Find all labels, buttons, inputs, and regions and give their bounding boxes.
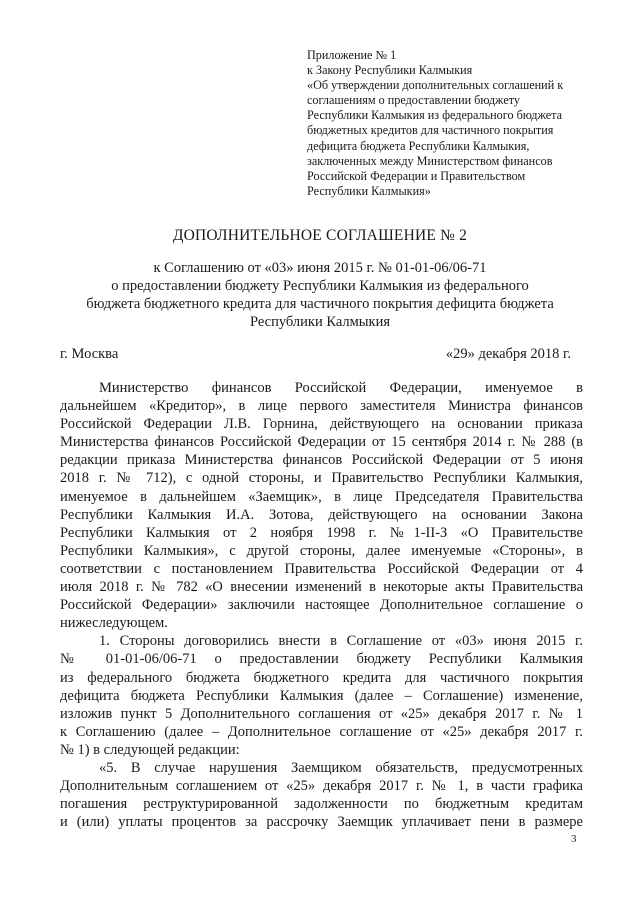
text-line: именуемое в дальнейшем «Заемщик», в лице Председателя Правительства: [60, 488, 583, 505]
text-line: редакции приказа Министерства финансов Российской Федерации от 5 июня: [60, 452, 583, 469]
text-line: 1. Стороны договорились внести в Соглашение от «03» июня 2015 г.: [99, 633, 583, 650]
text-line: Дополнительным соглашением от «25» декабря 2017 г. № 1, в части графика: [60, 778, 583, 795]
subtitle-line: к Соглашению от «03» июня 2015 г. № 01-01-06/06-71: [153, 260, 487, 276]
text-line: Министерства финансов Российской Федерации от 15 сентября 2014 г. № 288 (в: [60, 434, 583, 451]
document-title: ДОПОЛНИТЕЛЬНОЕ СОГЛАШЕНИЕ № 2: [172, 227, 468, 244]
place-date-row: [60, 346, 571, 363]
text-line: № 1) в следующей редакции:: [60, 741, 240, 758]
subtitle-line: бюджета бюджетного кредита для частичного покрытия дефицита бюджета: [86, 296, 554, 312]
page-number: 3: [571, 833, 577, 845]
text-line: из федерального бюджета бюджетного кредита для частичного покрытия: [60, 669, 583, 686]
text-line: Республики Калмыкия от 2 ноября 1998 г. №1-II-З «О Правительстве: [60, 524, 583, 541]
subtitle-line: о предоставлении бюджету Республики Калмыкия из федерального: [111, 278, 529, 294]
text-line: дальнейшем «Кредитор», в лице первого заместителя Министра финансов: [60, 398, 583, 415]
subtitle-line: Республики Калмыкия: [249, 314, 391, 330]
text-line: «5. В случае нарушения Заемщиком обязательств, предусмотренных: [99, 759, 583, 776]
text-line: 2018 г. № 712), с одной стороны, и Правительство Республики Калмыкия,: [60, 470, 583, 487]
text-line: Российской Федерации» заключили настоящее Дополнительное соглашение о: [60, 597, 583, 614]
appendix-line: соглашениям о предоставлении бюджету: [307, 93, 520, 108]
date: «29» декабря 2018 г.: [445, 346, 571, 362]
text-line: Республики Калмыкия», с другой стороны, далее именуемые «Стороны», в: [60, 542, 583, 559]
text-line: к Соглашению (далее – Дополнительное соглашение от «25» декабря 2017 г.: [60, 723, 583, 740]
appendix-line: «Об утверждении дополнительных соглашений к: [307, 78, 564, 93]
text-line: изложив пункт 5 Дополнительного соглашения от «25» декабря 2017 г. № 1: [60, 705, 583, 722]
text-line: № 01-01-06/06-71 о предоставлении бюджету Республики Калмыкия: [60, 651, 583, 668]
body-text: [60, 379, 583, 831]
appendix-line: Республики Калмыкия»: [307, 183, 431, 198]
text-line: Республики Калмыкия И.А. Зотова, действующего на основании Закона: [60, 506, 583, 523]
text-line: нижеследующем.: [60, 615, 168, 632]
text-line: дефицита бюджета Республики Калмыкия (далее – Соглашение) изменение,: [60, 687, 583, 704]
text-line: Российской Федерации Л.В. Горнина, действующего на основании приказа: [60, 416, 583, 433]
paragraph-clause-5: [60, 759, 583, 831]
paragraph-clause-1: [60, 632, 583, 759]
paragraph-preamble: [60, 379, 583, 632]
text-line: и (или) уплаты процентов за рассрочку Заемщик уплачивает пени в размере: [60, 814, 583, 831]
document-subtitle: [0, 259, 640, 331]
appendix-line: бюджетных кредитов для частичного покрытия: [307, 123, 554, 138]
appendix-line: к Закону Республики Калмыкия: [307, 63, 473, 78]
appendix-line: Приложение № 1: [307, 48, 397, 62]
appendix-header: [307, 48, 597, 199]
appendix-line: Российской Федерации и Правительством: [307, 168, 526, 183]
appendix-line: дефицита бюджета Республики Калмыкия,: [307, 138, 530, 153]
text-line: Министерство финансов Российской Федерации, именуемое в: [99, 380, 583, 396]
text-line: июля 2018 г. № 782 «О внесении изменений в некоторые акты Правительства: [60, 579, 583, 596]
appendix-line: Республики Калмыкия из федерального бюджета: [307, 108, 563, 123]
text-line: погашения реструктурированной задолженности по бюджетным кредитам: [60, 796, 583, 813]
place: г. Москва: [60, 346, 119, 362]
appendix-line: заключенных между Министерством финансов: [307, 153, 553, 168]
text-line: соответствии с постановлением Правительства Российской Федерации от 4: [60, 560, 583, 577]
